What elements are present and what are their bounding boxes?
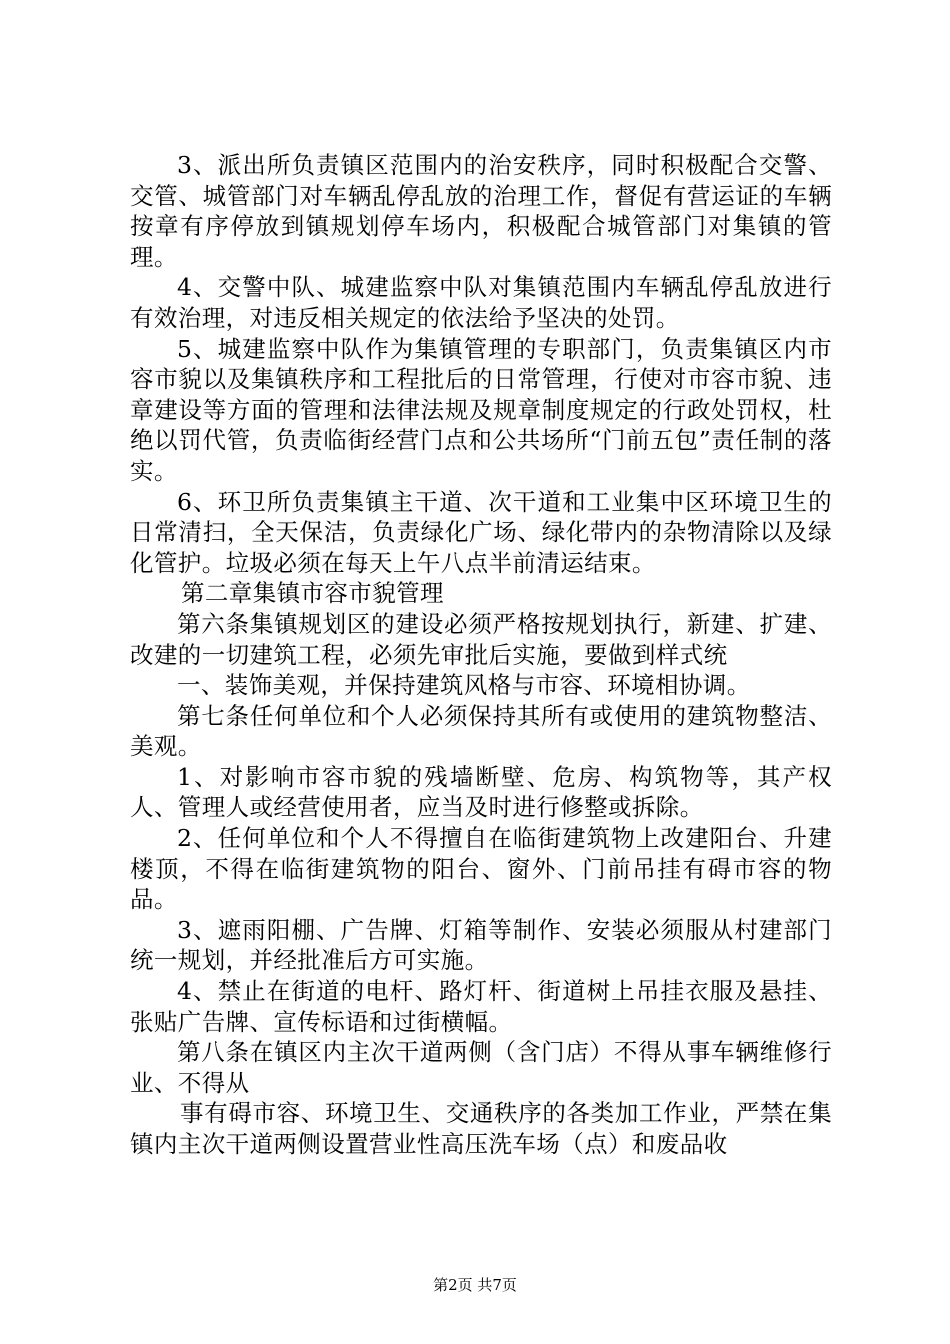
- paragraph-item-3: 3、派出所负责镇区范围内的治安秩序，同时积极配合交警、交管、城管部门对车辆乱停乱放的治理工作，督促有营运证的车辆按章有序停放到镇规划停车场内，积极配合城管部门对集镇的管理。: [130, 151, 832, 271]
- paragraph-item-4: 4、交警中队、城建监察中队对集镇范围内车辆乱停乱放进行有效治理，对违反相关规定的依法给予坚决的处罚。: [130, 273, 832, 332]
- paragraph-item-6: 6、环卫所负责集镇主干道、次干道和工业集中区环境卫生的日常清扫，全天保洁，负责绿化广场、绿化带内的杂物清除以及绿化管护。垃圾必须在每天上午八点半前清运结束。: [130, 487, 832, 577]
- article-7-item-2: 2、任何单位和个人不得擅自在临街建筑物上改建阳台、升建楼顶，不得在临街建筑物的阳台、窗外、门前吊挂有碍市容的物品。: [130, 824, 832, 914]
- paragraph-item-5: 5、城建监察中队作为集镇管理的专职部门，负责集镇区内市容市貌以及集镇秩序和工程批后的日常管理，行使对市容市貌、违章建设等方面的管理和法律法规及规章制度规定的行政处罚权，杜绝以罚代管，负责临街经营门点和公共场所“门前五包”责任制的落实。: [130, 334, 832, 485]
- document-body: [130, 150, 832, 1160]
- article-7-item-4: 4、禁止在街道的电杆、路灯杆、街道树上吊挂衣服及悬挂、张贴广告牌、宣传标语和过街横幅。: [130, 977, 832, 1036]
- article-7-item-1: 1、对影响市容市貌的残墙断壁、危房、构筑物等，其产权人、管理人或经营使用者，应当及时进行修整或拆除。: [130, 762, 832, 822]
- article-7-item-3: 3、遮雨阳棚、广告牌、灯箱等制作、安装必须服从村建部门统一规划，并经批准后方可实施。: [130, 915, 832, 975]
- chapter-heading: 第二章集镇市容市貌管理: [181, 579, 444, 608]
- article-6-continuation: 一、装饰美观，并保持建筑风格与市容、环境相协调。: [177, 671, 751, 700]
- article-7: 第七条任何单位和个人必须保持其所有或使用的建筑物整洁、美观。: [130, 701, 832, 761]
- page-footer: 第2页 共7页: [433, 1276, 517, 1294]
- article-8: 第八条在镇区内主次干道两侧（含门店）不得从事车辆维修行业、不得从: [130, 1038, 832, 1097]
- article-8-continuation: 事有碍市容、环境卫生、交通秩序的各类加工作业，严禁在集镇内主次干道两侧设置营业性高压洗车场（点）和废品收: [130, 1099, 832, 1158]
- article-6: 第六条集镇规划区的建设必须严格按规划执行，新建、扩建、改建的一切建筑工程，必须先审批后实施，要做到样式统: [130, 609, 832, 669]
